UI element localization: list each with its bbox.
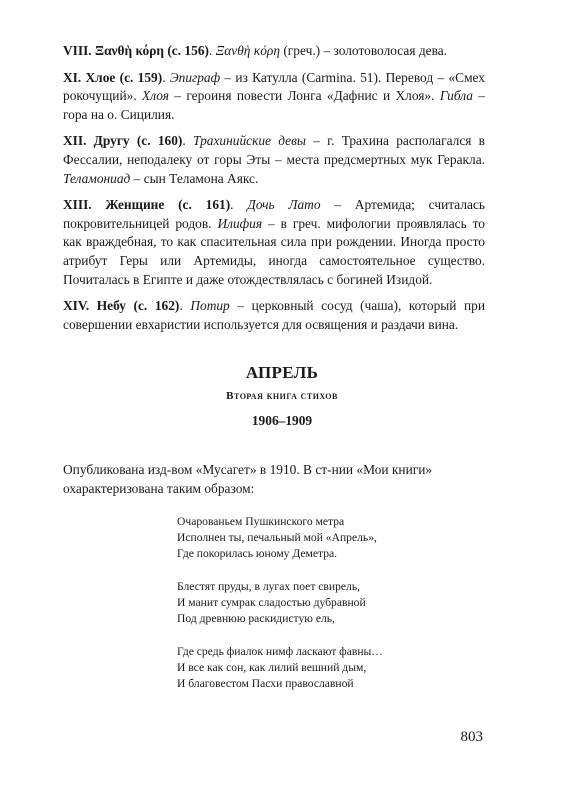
poem-line: Где покорилась юному Деметра. <box>177 547 338 560</box>
note-xiv <box>63 297 485 334</box>
note-text: . Эпиграф – из Катулла (Carmina. 51). Перевод – «Смех рокочущий». Хлоя – героиня повести Лонга «Дафнис и Хлоя». Гибла – гора на о. Сицилия. <box>63 69 486 122</box>
note-xii <box>63 132 485 188</box>
note-label: VIII. Ξανθὴ κόρη (с. 156) <box>63 43 209 58</box>
note-label: XI. Хлое (с. 159) <box>63 69 163 85</box>
poem-line: Очарованьем Пушкинского метра <box>177 515 345 528</box>
note-viii <box>63 42 485 61</box>
note-text: . Ξανθὴ κόρη (греч.) – золотоволосая дева. <box>208 43 448 58</box>
poem-line: И все как сон, как лилий вешний дым, <box>177 661 367 674</box>
note-xi <box>63 69 485 125</box>
section-title: АПРЕЛЬ <box>245 363 319 382</box>
section-subtitle: Вторая книга стихов <box>226 390 338 402</box>
poem-line: И благовестом Пасхи православной <box>177 677 354 690</box>
page-number: 803 <box>460 729 483 745</box>
poem-line: Под древнюю раскидистую ель, <box>177 612 335 625</box>
poem-stanza <box>177 514 477 562</box>
note-label: XIV. Небу (с. 162) <box>63 298 180 314</box>
commentary-notes <box>63 42 485 342</box>
poem-line: Исполнен ты, печальный мой «Апрель», <box>177 531 377 544</box>
poem-line: И манит сумрак сладостью дубравной <box>177 596 366 609</box>
note-text: . Дочь Лато – Артемида; считалась покровительницей родов. Илифия – в греч. мифологии проявлялась то как враждебная, то как спасительная сила при рождении. Иногда просто атрибут Геры или Артемиды, иногда самостоятельное существо. Почиталась в Египте и даже отождествлялась с богиней Изидой. <box>63 197 486 287</box>
note-label: XIII. Женщине (с. 161) <box>63 197 231 213</box>
poem-quote <box>177 514 477 709</box>
note-xiii <box>63 196 485 289</box>
intro-paragraph: Опубликована изд-вом «Мусагет» в 1910. В ст-нии «Мои книги» охарактеризована таким образом: <box>63 462 433 496</box>
poem-stanza <box>177 579 477 627</box>
note-text: . Потир – церковный сосуд (чаша), который при совершении евхаристии используется для освящения и раздачи вина. <box>63 298 486 332</box>
section-years: 1906–1909 <box>251 413 313 428</box>
poem-line: Блестят пруды, в лугах поет свирель, <box>177 580 361 593</box>
note-text: . Трахинийские девы – г. Трахина располагался в Фессалии, неподалеку от горы Эты – места предсмертных мук Геракла. Теламониад – сын Теламона Аякс. <box>63 133 485 186</box>
poem-stanza <box>177 644 477 692</box>
poem-line: Где средь фиалок нимф ласкают фавны… <box>177 645 383 658</box>
note-label: XII. Другу (с. 160) <box>63 133 183 149</box>
